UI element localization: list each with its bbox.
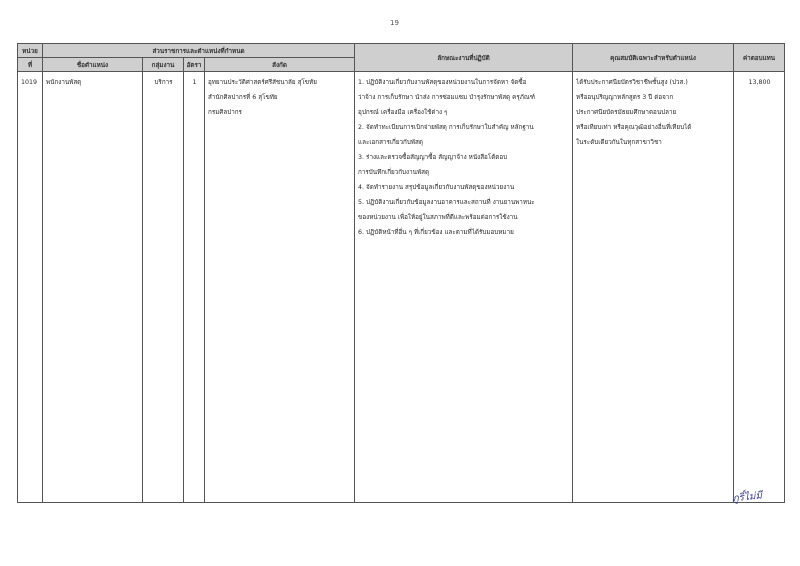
job-line: 2. จัดทำทะเบียนการเบิกจ่ายพัสดุ การเก็บรักษาใบสำคัญ หลักฐาน [358,124,534,131]
qualification-line: ประกาศนียบัตรมัธยมศึกษาตอนปลาย [576,109,677,116]
affiliation-line: สำนักศิลปากรที่ 6 สุโขทัย [208,94,278,101]
job-line: 3. ร่างและตรวจซื้อสัญญาซื้อ สัญญาจ้าง หนังสือโต้ตอบ [358,154,508,161]
job-line: อุปกรณ์ เครื่องมือ เครื่องใช้ต่าง ๆ [358,109,448,116]
header-unit-no-line1: หน่วย [22,47,38,55]
compensation: 13,800 [748,79,771,86]
qualification-line: หรือเทียบเท่า หรือคุณวุฒิอย่างอื่นที่เทียบได้ [576,124,692,131]
job-line: และเอกสารเกี่ยวกับพัสดุ [358,139,423,146]
header-compensation: ค่าตอบแทน [734,44,785,72]
job-line: 5. ปฏิบัติงานเกี่ยวกับข้อมูลงานอาคารและสถานที่ งานยานพาหนะ [358,199,535,206]
job-line: 6. ปฏิบัติหน้าที่อื่น ๆ ที่เกี่ยวข้อง และตามที่ได้รับมอบหมาย [358,229,514,236]
unit-no: 1019 [21,79,38,86]
header-row-1 [18,44,785,58]
header-unit-no-2: ที่ [18,58,43,72]
header-work-group: กลุ่มงาน [143,58,184,72]
header-affiliation: สังกัด [205,58,355,72]
job-line: ว่าจ้าง การเก็บรักษา นำส่ง การซ่อมแซม บำรุงรักษาพัสดุ ครุภัณฑ์ [358,94,535,101]
cell-compensation [734,72,785,503]
affiliation-line: อุทยานประวัติศาสตร์ศรีสัชนาลัย สุโขทัย [208,79,317,86]
cell-qualifications [573,72,734,503]
position-table [17,43,785,503]
job-line: ของหน่วยงาน เพื่อให้อยู่ในสภาพที่ดีและพร้อมต่อการใช้งาน [358,214,518,221]
header-group-title: ส่วนราชการและตำแหน่งที่กำหนด [43,44,355,58]
page-number: 19 [390,19,399,27]
cell-rate [184,72,205,503]
table-row [18,72,785,503]
qualification-line: หรืออนุปริญญาหลักสูตร 3 ปี ต่อจาก [576,94,674,101]
work-group: บริการ [154,79,173,86]
header-qualifications: คุณสมบัติเฉพาะสำหรับตำแหน่ง [573,44,734,72]
qualification-line: ได้รับประกาศนียบัตรวิชาชีพชั้นสูง (ปวส.) [576,79,688,86]
handwritten-initials: ภูริ์ไม่มี [731,490,763,505]
rate: 1 [192,79,197,86]
header-job-description: ลักษณะงานที่ปฏิบัติ [355,44,573,72]
job-line: 4. จัดทำรายงาน สรุปข้อมูลเกี่ยวกับงานพัสดุของหน่วยงาน [358,184,515,191]
cell-unit-no [18,72,43,503]
header-unit-no [18,44,43,58]
header-position-name: ชื่อตำแหน่ง [43,58,143,72]
cell-work-group [143,72,184,503]
cell-position-name [43,72,143,503]
cell-job-description [355,72,573,503]
job-line: การบันทึกเกี่ยวกับงานพัสดุ [358,169,430,176]
position-name: พนักงานพัสดุ [46,79,82,86]
affiliation-line: กรมศิลปากร [208,109,242,116]
header-rate: อัตรา [184,58,205,72]
cell-affiliation [205,72,355,503]
job-line: 1. ปฏิบัติงานเกี่ยวกับงานพัสดุของหน่วยงานในการจัดหา จัดซื้อ [358,79,527,86]
qualification-line: ในระดับเดียวกันในทุกสาขาวิชา [576,139,662,146]
